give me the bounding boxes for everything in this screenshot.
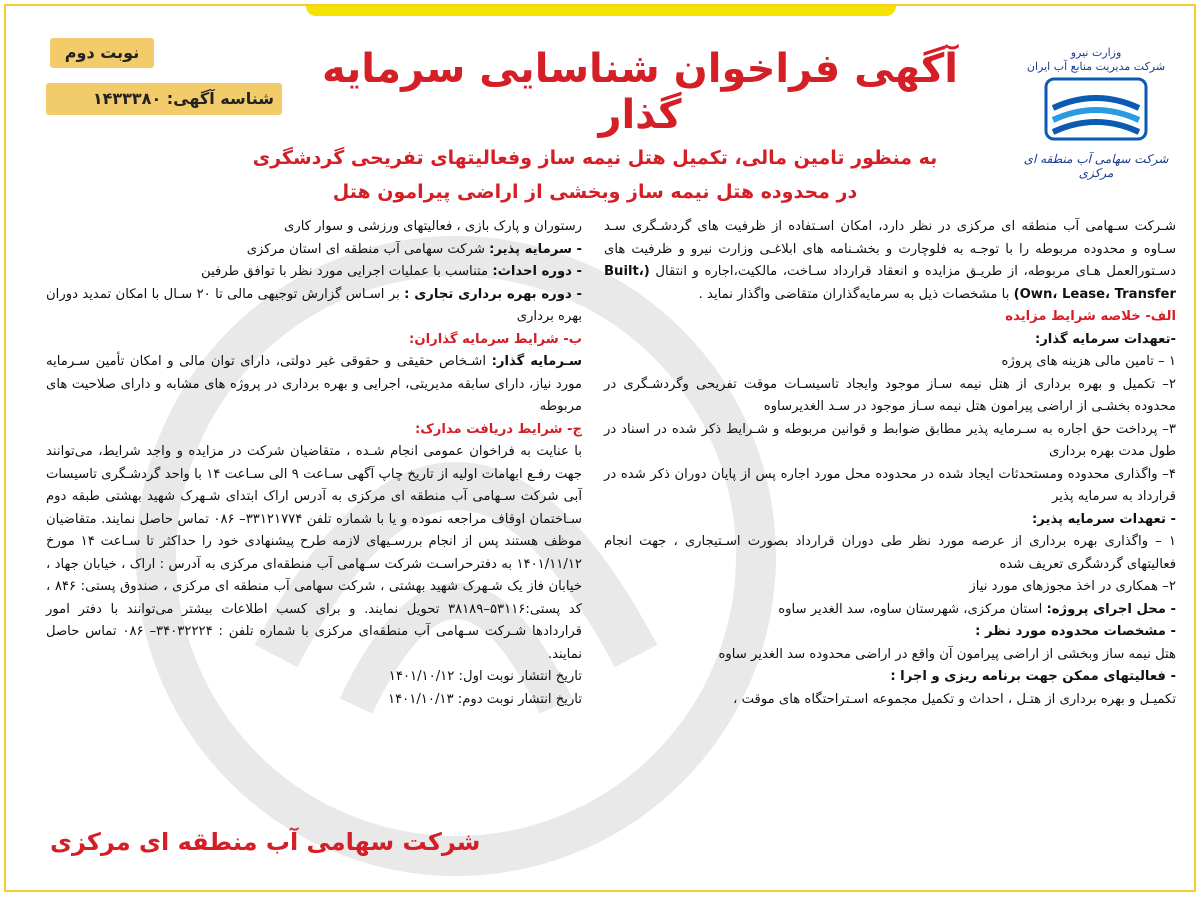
ad-id-label: شناسه آگهی: [166, 89, 274, 108]
activities-value: تکمیـل و بهره برداری از هتـل ، احداث و تکمیل مجموعه اسـتراحتگاه های موقت ، [733, 691, 1176, 707]
intro-paragraph [604, 216, 1176, 306]
location-line [604, 599, 1176, 622]
investor-value: اشـخاص حقیقی و حقوقی غیر دولتی، دارای توان مالی و امکان تأمین سـرمایه مورد نیاز، دارای سابقه مدیریتی، اجرایی و بهره برداری در پروژه های مشابه و دارای صلاحیت های مربوطه [46, 354, 582, 414]
host-value: شرکت سهامی آب منطقه ای استان مرکزی [246, 241, 485, 257]
host-duty-item: ۱ – واگذاری بهره برداری از عرصه مورد نظر طی دوران قرارداد بصورت اسـتیجاری ، جهت انجام فعالیتهای گردشگری تعریف شده [604, 534, 1176, 572]
construction-label: - دوره احداث: [492, 264, 582, 279]
host-duties-title: - تعهدات سرمایه پذیر: [1032, 511, 1176, 527]
operation-label: - دوره بهره برداری تجاری : [404, 286, 582, 302]
subtitle [196, 141, 994, 209]
bolt-terms: (Built، Own، Lease، Transfer) [604, 264, 1176, 302]
operation-line [46, 284, 582, 329]
advertisement-page [4, 4, 1196, 892]
host-line [46, 239, 582, 262]
publish-date-2-label: تاریخ انتشار نوبت دوم: [457, 691, 582, 707]
logo-ministry-text: وزارت نیرو [1070, 46, 1122, 59]
publish-date-1-label: تاریخ انتشار نوبت اول: [458, 669, 582, 684]
host-duty-item: ۲– همکاری در اخذ مجوزهای مورد نیاز [969, 579, 1176, 594]
company-logo [1016, 46, 1176, 196]
publish-date-2-value: ۱۴۰۱/۱۰/۱۳ [388, 691, 454, 707]
investor-line [46, 351, 582, 419]
top-yellow-bar [306, 6, 896, 16]
area-value: هتل نیمه ساز وبخشی از اراضی پیرامون آن واقع در اراضی محدوده سد الغدیر ساوه [718, 646, 1176, 662]
investor-duty-item: ۲– تکمیل و بهره برداری از هتل نیمه سـاز موجود وایجاد تاسیسـات موقت تفریحی وگردشـگری در محدوده بخشـی از اراضی پیرامون هتل نیمه سـاز موجود در سـد الغدیرساوه [604, 376, 1176, 414]
publish-date-1-value: ۱۴۰۱/۱۰/۱۲ [388, 669, 455, 684]
water-logo-icon [1041, 74, 1151, 144]
publish-date-2 [46, 689, 582, 712]
host-label: - سرمایه پذیر: [489, 241, 582, 257]
investor-duty-item: ۱ – تامین مالی هزینه های پروژه [1001, 354, 1176, 369]
location-value: استان مرکزی، شهرستان ساوه، سد الغدیر ساوه [778, 601, 1043, 617]
round-badge: نوبت دوم [50, 38, 154, 68]
ad-id-value: ۱۴۳۳۳۸۰ [92, 89, 162, 108]
investor-duty-item: ۴– واگذاری محدوده ومستحدثات ایجاد شده در محدوده محل مورد اجاره پس از پایان دوران ذکر شده در قرارداد به سرمایه پذیر [604, 466, 1176, 504]
logo-parent-text: شرکت مدیریت منابع آب ایران [1026, 60, 1166, 73]
intro-text: شـرکت سـهامی آب منطقه ای مرکزی در نظر دارد، امکان اسـتفاده از ظرفیت های گردشـگری سـد سـاوه و محدوده مربوطه را با توجـه به فلوچارت و بخشـنامه های ابلاغـی وزارت نیرو و ظرفیت های دسـتورالعمل هـای مربوطه، از طریـق مزایده و انعقاد قرارداد سـاخت، مالکیت،اجاره و انتقال [604, 219, 1176, 279]
activities-title: - فعالیتهای ممکن جهت برنامه ریزی و اجرا : [890, 669, 1176, 684]
subtitle-line-1: به منظور تامین مالی، تکمیل هتل نیمه ساز وفعالیتهای تفریحی گردشگری [252, 147, 938, 169]
construction-value: متناسب با عملیات اجرایی مورد نظر با توافق طرفین [201, 264, 489, 279]
footer-company: شرکت سهامی آب منطقه ای مرکزی [50, 828, 481, 856]
activities-continued: رستوران و پارک بازی ، فعالیتهای ورزشی و سوار کاری [284, 219, 582, 234]
ad-id-box [46, 83, 282, 115]
section-b-heading: ب- شرایط سرمایه گذاران: [409, 331, 582, 347]
construction-line [46, 261, 582, 284]
investor-duty-item: ۳– پرداخت حق اجاره به سـرمایه پذیر مطابق ضوابط و قوانین مربوطه و شـرایط ذکر شده در اسناد در طول مدت بهره برداری [604, 421, 1176, 459]
right-column [604, 216, 1176, 711]
investor-duties-title: -تعهدات سرمایه گذار: [1034, 331, 1176, 347]
intro-end-text: با مشخصات ذیل به سرمایه‌گذاران متقاضی واگذار نماید . [698, 286, 1010, 302]
publish-date-1 [46, 666, 582, 689]
page-title: آگهی فراخوان شناسایی سرمایه گذار [322, 46, 958, 138]
investor-label: سـرمایه گذار: [491, 354, 583, 369]
location-label: - محل اجرای پروژه: [1046, 601, 1176, 617]
left-column [46, 216, 582, 711]
docs-paragraph: با عنایت به فراخوان عمومی انجام شـده ، متقاضیان شرکت در مزایده و واجد شرایط، می‌توانند جهت رفـع ابهامات اولیه از تاریخ چاپ آگهی سـاعت ۹ الی سـاعت ۱۴ با واحد گردشـگری تاسیسات آبی شرکت سـهامی آب منطقه ای مرکزی به آدرس اراک ابتدای شـهرک شهید بهشتی طبقه دوم سـاختمان اوقاف مراجعه نموده و یا با شماره تلفن ۳۳۱۲۱۷۷۴– ۰۸۶ تماس حاصل نمایند. متقاضیان موظف هستند پس از انجام بررسـیهای لازمه طرح پیشنهادی خود را حداکثر تا سـاعت ۱۴ مورخ ۱۴۰۱/۱۱/۱۲ به دفترحراسـت شرکت سـهامی آب منطقه‌ای مرکزی به آدرس : اراک ، خیابان جهاد ، خیابان فاز یک شـهرک شهید بهشتی ، شرکت سهامی آب منطقه ای مرکزی ، صندوق پستی: ۸۴۶ ، کد پستی:۵۳۱۱۶–۳۸۱۸۹ تحویل نمایند. و برای کسب اطلاعات بیشتر می‌توانند با دفتر امور قراردادها شـرکت سـهامی آب منطقه‌ای مرکزی با شماره تلفن : ۳۴۰۳۲۲۲۴– ۰۸۶ تماس حاصل نمایند. [46, 444, 583, 662]
operation-value: بر اسـاس گزارش توجیهی مالی تا ۲۰ سـال با امکان تمدید دوران بهره برداری [46, 286, 582, 324]
logo-company-text: شرکت سهامی آب منطقه ای مرکزی [1023, 152, 1169, 180]
section-a-heading: الف- خلاصه شرایط مزایده [1005, 309, 1176, 324]
subtitle-line-2: در محدوده هتل نیمه ساز وبخشی از اراضی پیرامون هتل [332, 181, 858, 203]
area-title: - مشخصات محدوده مورد نظر : [975, 624, 1176, 639]
section-c-heading: ج- شرایط دریافت مدارک: [414, 421, 582, 437]
